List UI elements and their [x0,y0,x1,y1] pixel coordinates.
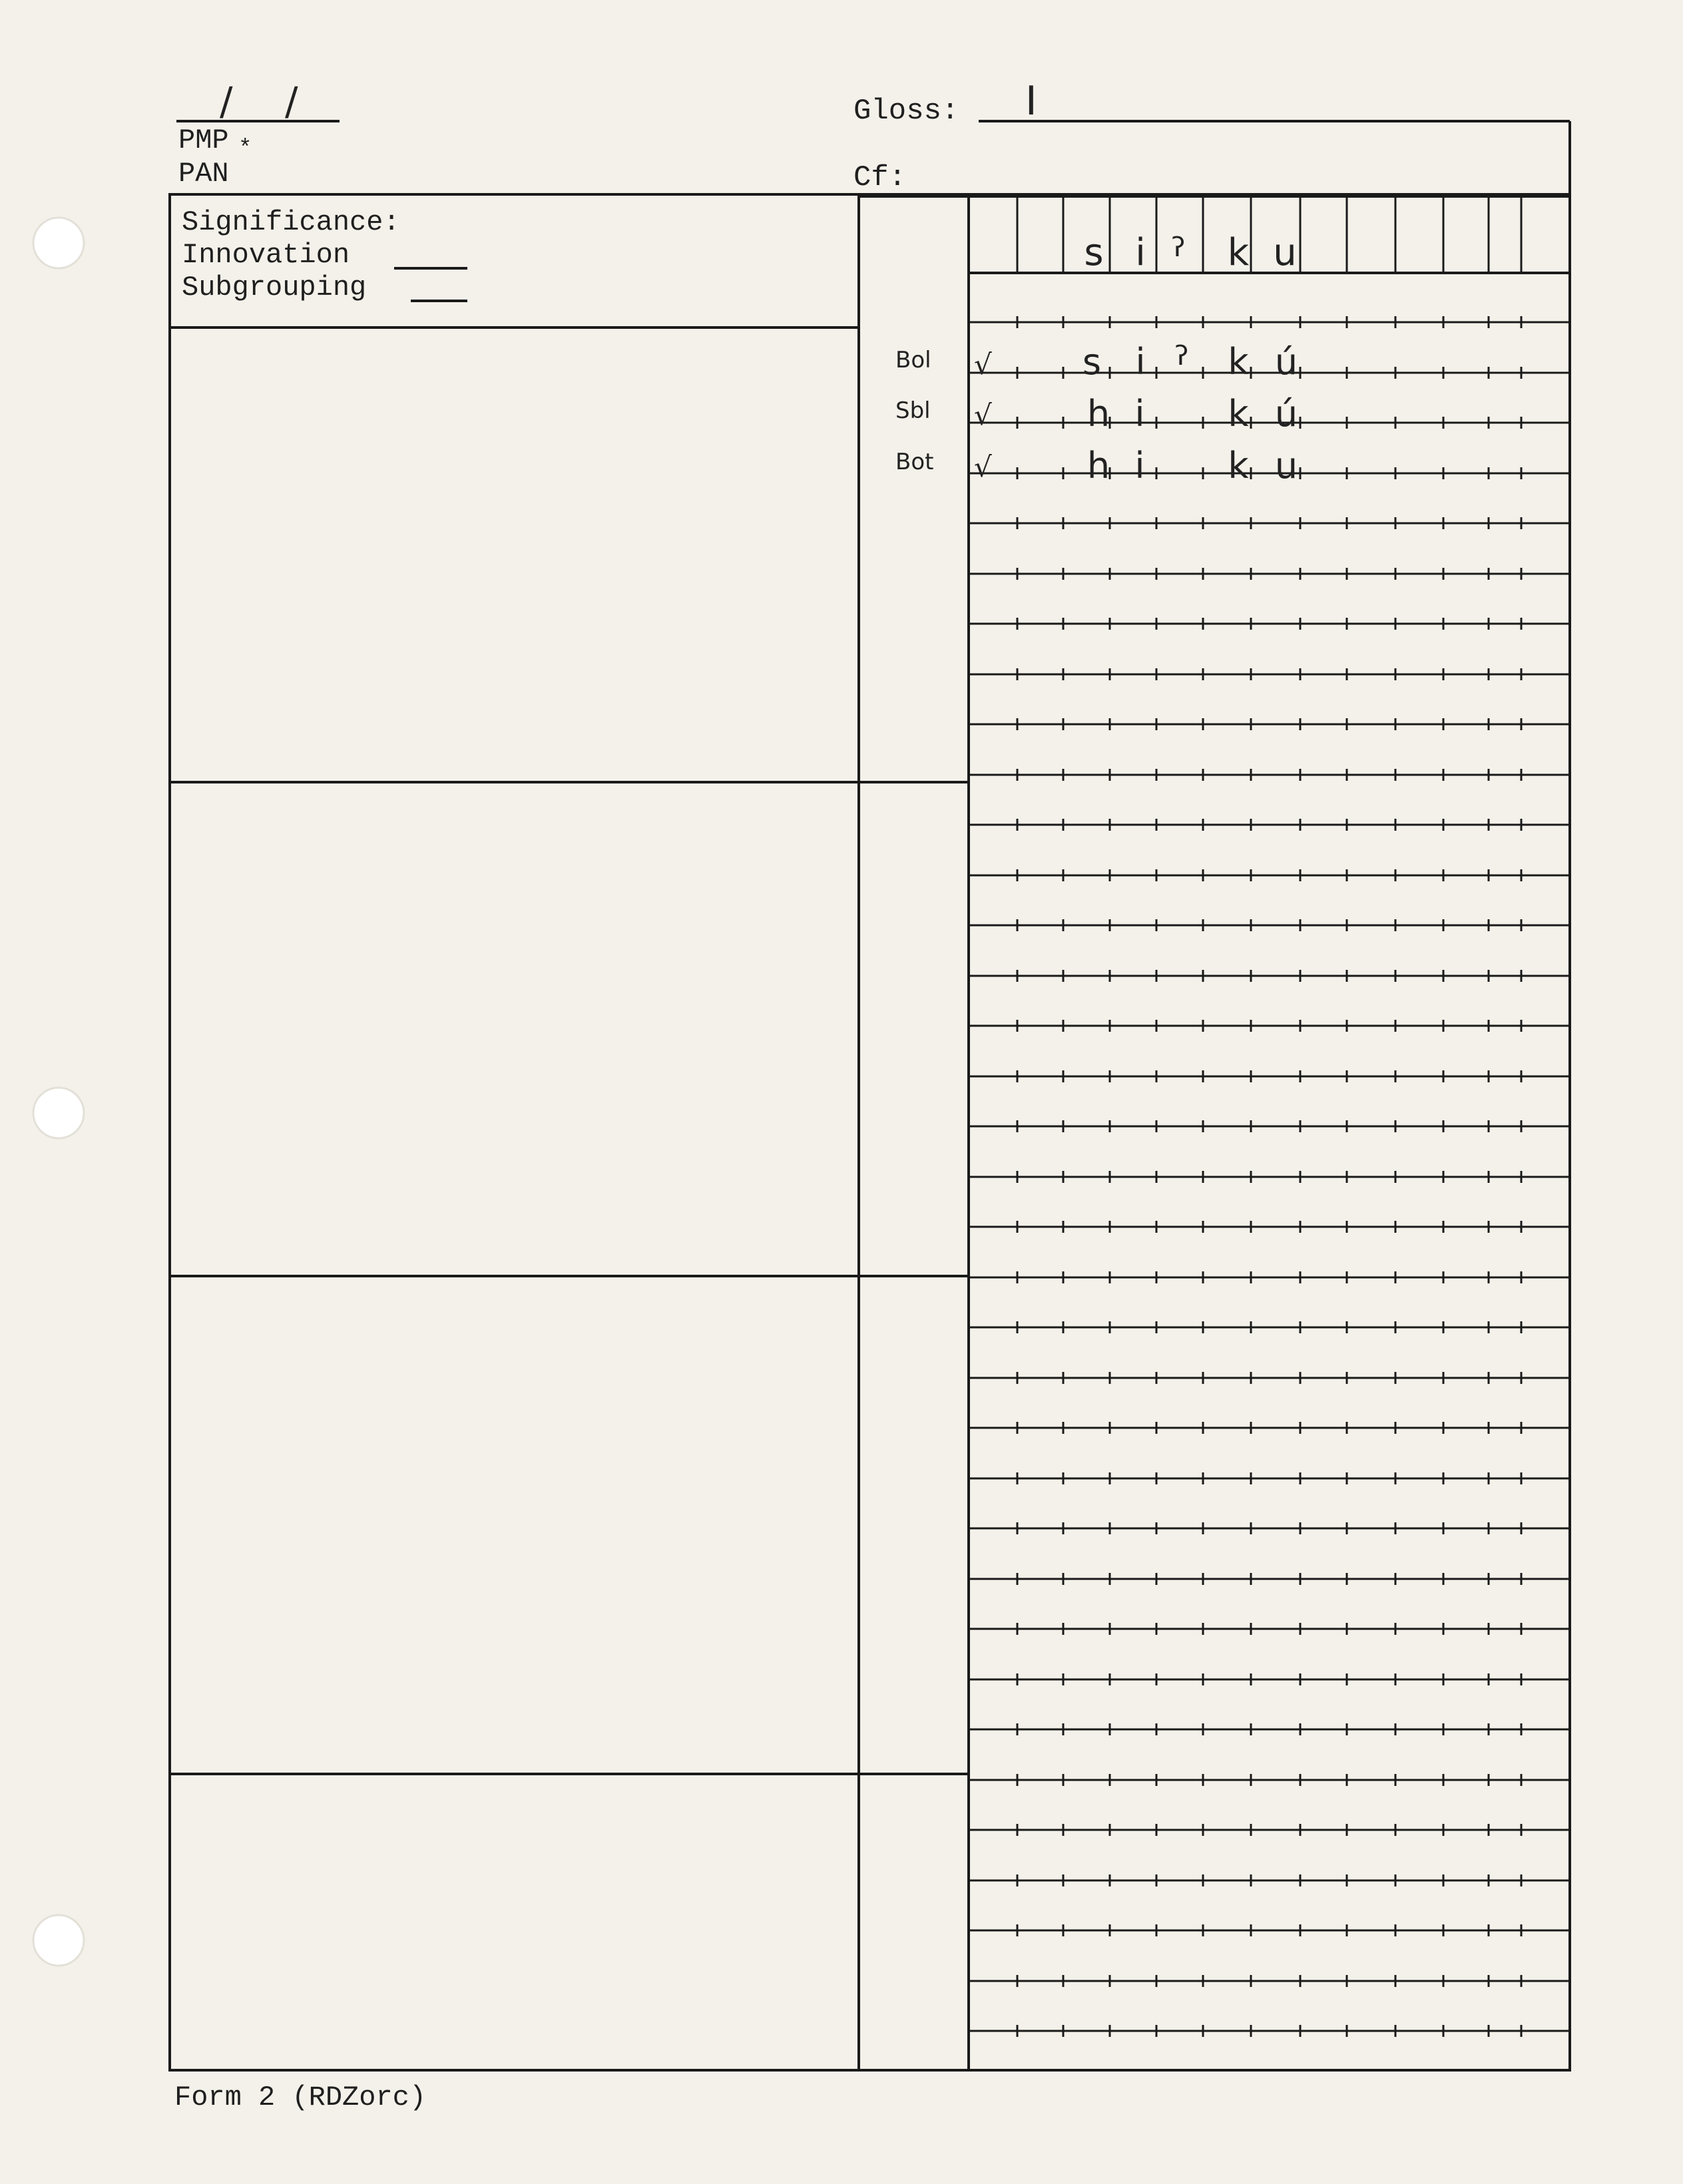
entry-segment: k [1228,341,1249,383]
form-frame [170,194,1570,2070]
entry-segment: i [1134,393,1145,435]
entry-segment: s [1082,341,1102,383]
ruled-entry-lines [969,316,1570,2037]
entry-segment: ú [1274,341,1298,383]
entry-segment: k [1228,445,1249,487]
innovation-label: Innovation [182,239,350,271]
binder-hole-middle [33,1088,84,1138]
binder-hole-bottom [33,1915,84,1966]
gloss-label: Gloss: [853,95,959,128]
pan-label: PAN [178,158,229,190]
asterisk: * [238,136,252,162]
entry-row-bol [895,341,1298,383]
entry-row-bot [895,445,1298,487]
check-mark: √ [974,399,992,431]
check-mark: √ [974,451,992,483]
recon-segment-4: k [1227,231,1250,274]
binder-hole-top [33,218,84,268]
entry-segment: h [1086,445,1110,487]
recon-segment-3: ʔ [1171,232,1186,263]
check-mark: √ [974,348,992,381]
language-label: Sbl [895,397,931,424]
recon-segment-1: s [1084,231,1104,274]
entry-segment: ʔ [1174,341,1189,371]
pmp-label: PMP [178,124,229,156]
language-label: Bot [895,449,934,475]
cf-label: Cf: [853,161,907,194]
entry-segment: i [1135,341,1146,383]
entry-segment: h [1086,393,1110,435]
entry-segment: u [1274,445,1298,487]
outer-border [170,194,1570,2070]
entry-segment: i [1134,445,1145,487]
subgrouping-label: Subgrouping [182,272,367,304]
entry-segment: ú [1274,393,1298,435]
language-label: Bol [895,347,931,373]
number-marks: / / [220,79,318,124]
gloss-value: I [1025,78,1037,124]
entry-row-sbl [895,393,1298,435]
significance-title: Significance: [182,206,400,238]
recon-segment-5: u [1273,231,1297,274]
reconstruction-row [1084,231,1296,274]
recon-segment-2: i [1135,231,1146,274]
entry-segment: k [1228,393,1249,435]
form-label: Form 2 (RDZorc) [174,2081,427,2113]
